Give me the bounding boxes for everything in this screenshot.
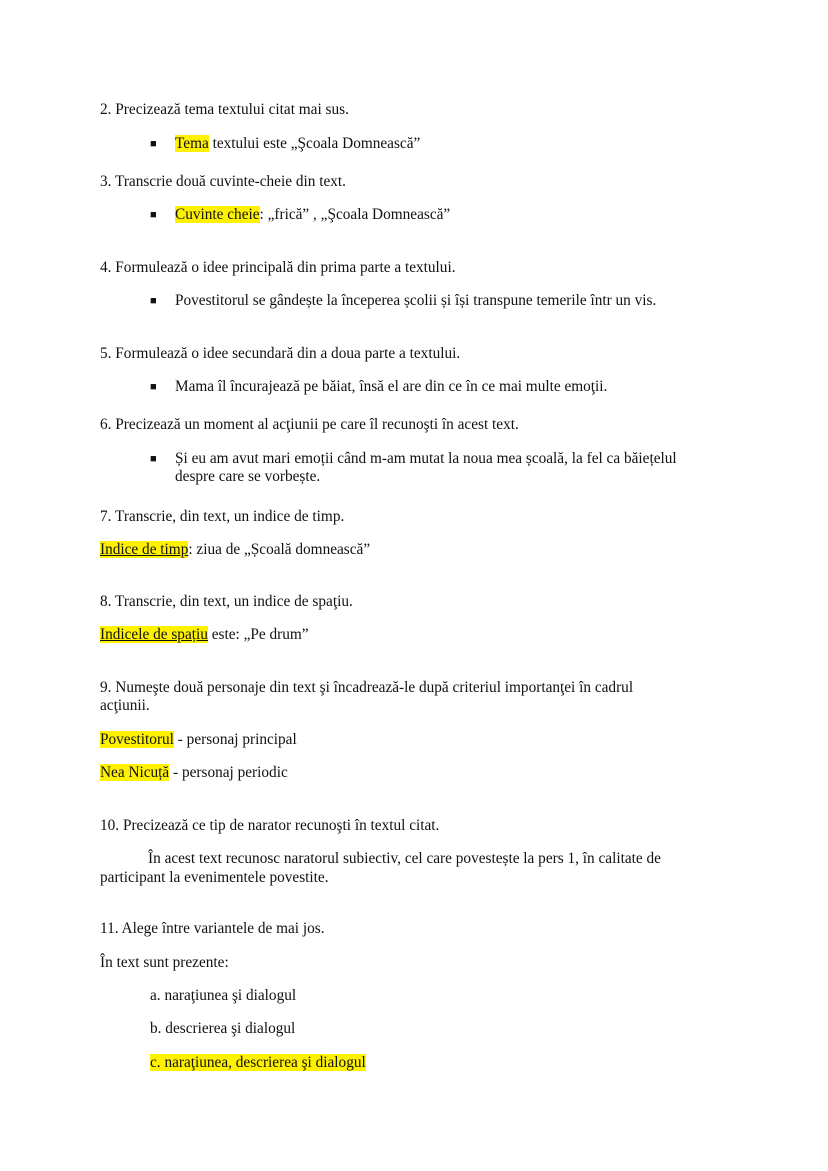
bullet-icon: ■ — [150, 295, 157, 307]
question-8: 8. Transcrie, din text, un indice de spaţiu. — [100, 593, 353, 610]
option-b: b. descrierea şi dialogul — [150, 1020, 296, 1037]
option-c — [150, 1054, 366, 1072]
answer-10-line-2: participant la evenimentele povestite. — [100, 869, 329, 886]
answer-2-text: textului este „Şcoala Domnească” — [208, 135, 421, 152]
character-2-role: - personaj periodic — [169, 764, 288, 781]
highlight-indice-spatiu: Indicele de spațiu — [100, 626, 208, 643]
question-4: 4. Formulează o idee principală din prima parte a textului. — [100, 259, 456, 276]
answer-3 — [175, 206, 450, 224]
answer-5: Mama îl încurajează pe băiat, însă el are din ce în ce mai multe emoţii. — [175, 378, 608, 395]
answer-3-text: : „frică” , „Şcoala Domnească” — [259, 206, 451, 223]
bullet-icon: ■ — [150, 209, 157, 221]
answer-6-line-1: Și eu am avut mari emoții când m-am mutat la noua mea școală, la fel ca băiețelul — [175, 450, 677, 467]
bullet-icon: ■ — [150, 453, 157, 465]
highlight-cuvinte-cheie: Cuvinte cheie — [175, 206, 260, 223]
question-3: 3. Transcrie două cuvinte-cheie din text. — [100, 173, 346, 190]
answer-4: Povestitorul se gândește la începerea școlii și își transpune temerile într un vis. — [175, 292, 657, 309]
answer-7-text: : ziua de „Școală domnească” — [188, 541, 371, 558]
question-7: 7. Transcrie, din text, un indice de timp. — [100, 508, 345, 525]
answer-10-line-1: În acest text recunosc naratorul subiectiv, cel care povestește la pers 1, în calitate de — [148, 850, 661, 867]
highlight-povestitorul: Povestitorul — [100, 731, 174, 748]
answer-9-character-2 — [100, 764, 288, 782]
question-11: 11. Alege între variantele de mai jos. — [100, 920, 325, 937]
question-9-line-2: acţiunii. — [100, 697, 150, 714]
answer-2 — [175, 135, 420, 153]
bullet-icon: ■ — [150, 381, 157, 393]
answer-8 — [100, 626, 309, 644]
character-1-role: - personaj principal — [173, 731, 297, 748]
answer-6-line-2: despre care se vorbește. — [175, 468, 321, 485]
highlight-option-c: c. naraţiunea, descrierea şi dialogul — [150, 1054, 366, 1071]
question-10: 10. Precizează ce tip de narator recunoşti în textul citat. — [100, 817, 440, 834]
question-9-line-1: 9. Numeşte două personaje din text şi încadrează-le după criteriul importanţei în cadrul — [100, 679, 634, 696]
question-6: 6. Precizează un moment al acţiunii pe care îl recunoşti în acest text. — [100, 416, 519, 433]
highlight-tema: Tema — [175, 135, 209, 152]
highlight-indice-timp: Indice de timp — [100, 541, 189, 558]
question-2: 2. Precizează tema textului citat mai sus. — [100, 101, 349, 118]
bullet-icon: ■ — [150, 138, 157, 150]
answer-7 — [100, 541, 370, 559]
question-11-prompt: În text sunt prezente: — [100, 954, 229, 971]
highlight-nea-nicuta: Nea Nicuță — [100, 764, 170, 781]
question-5: 5. Formulează o idee secundară din a doua parte a textului. — [100, 345, 461, 362]
option-a: a. naraţiunea şi dialogul — [150, 987, 297, 1004]
answer-8-text: este: „Pe drum” — [207, 626, 309, 643]
answer-9-character-1 — [100, 731, 297, 749]
